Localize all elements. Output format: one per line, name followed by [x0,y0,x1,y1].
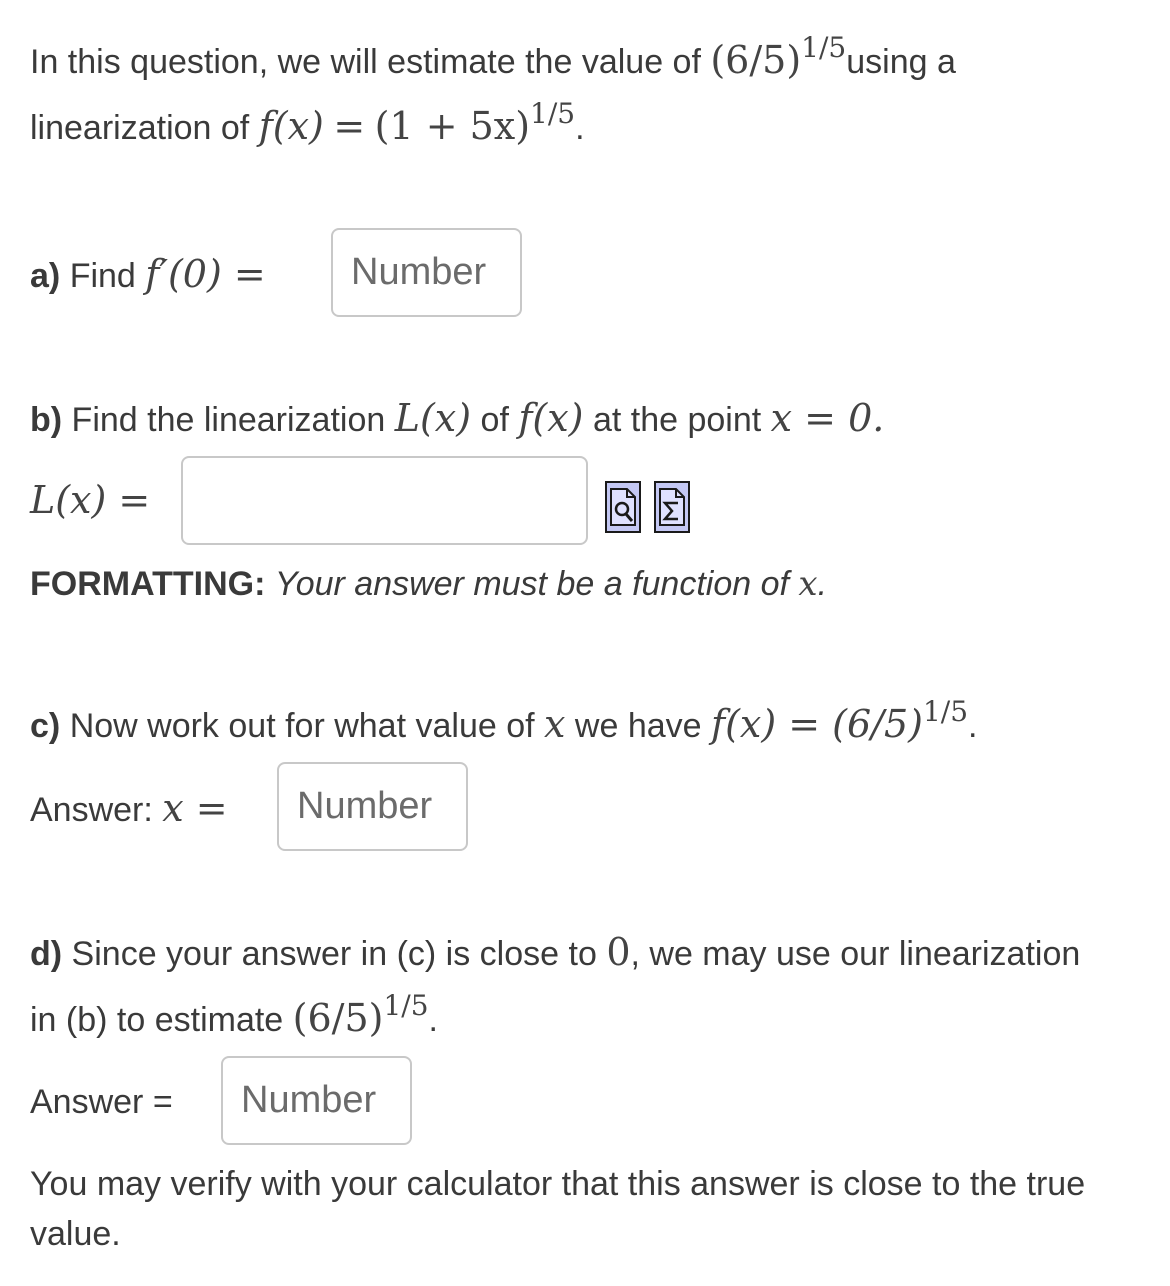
intro-text-2: using a [846,43,956,81]
preview-button[interactable] [605,481,641,533]
part-d-text-2: , we may use our linearization [630,935,1081,973]
part-d-placeholder: Number [241,1079,377,1121]
preview-icon [607,483,639,531]
part-b-text-3: at the point [592,401,762,439]
part-c-variable: x [544,702,566,746]
part-d-exponent: 1/5 [383,989,429,1022]
part-b-text-1: Find the linearization [71,401,386,439]
part-c-placeholder: Number [297,785,433,827]
part-b-label: b) [30,401,63,439]
formatting-variable: x [798,564,818,604]
part-a-label: a) [30,257,61,295]
part-d-answer-label-line [30,1078,173,1126]
intro-text-3: linearization of [30,109,250,147]
equals-sign: = [333,104,366,148]
part-c-exponent: 1/5 [922,695,969,728]
part-a-expression: f′(0) = [145,252,266,296]
equation-editor-icon [656,483,688,531]
intro-expression: (6/5) [710,38,802,82]
formatting-note [30,560,827,608]
part-c-text-1: Now work out for what value of [69,707,535,745]
part-b-answer-label-line [30,476,150,526]
part-c-label: c) [30,707,61,745]
part-c-answer-label-line [30,784,228,834]
verify-note-line-2 [30,1210,121,1258]
function-exponent: 1/5 [530,97,576,130]
part-d-expression: (6/5) [292,996,384,1040]
part-d-zero: 0 [606,930,631,974]
part-a-answer-input[interactable] [331,228,522,317]
part-c-prompt [30,695,978,752]
part-c-period: . [968,707,978,745]
part-b-point: x = 0. [770,396,885,440]
formatting-end: . [817,565,828,603]
part-d-label: d) [30,935,63,973]
intro-exponent: 1/5 [801,31,847,64]
part-d-prompt-line-2 [30,989,438,1046]
intro-line-2 [30,97,585,154]
part-b-fx: f(x) [518,396,584,440]
part-b-Lx: L(x) [394,396,472,440]
part-c-answer-text: Answer: [30,791,153,829]
part-b-text-2: of [480,401,509,439]
function-expression: (1 + 5x) [374,104,531,148]
part-c-answer-expr: x = [162,786,228,830]
function-f: f(x) [258,104,324,148]
part-a-text: Find [69,257,136,295]
part-c-answer-input[interactable] [277,762,468,851]
intro-line-1 [30,31,956,88]
intro-period: . [575,109,585,147]
part-b-prompt [30,394,884,444]
part-d-answer-label: Answer = [30,1083,173,1121]
verify-note-line-1 [30,1160,1085,1208]
formatting-text: Your answer must be a function of [274,565,789,603]
verify-text-1: You may verify with your calculator that this answer is close to the true [30,1165,1086,1203]
part-d-answer-input[interactable] [221,1056,412,1145]
verify-text-2: value. [30,1215,121,1253]
part-c-text-2: we have [574,707,702,745]
part-d-text-1: Since your answer in (c) is close to [71,935,597,973]
part-b-answer-input[interactable] [181,456,588,545]
equation-editor-button[interactable] [654,481,690,533]
part-d-text-3: in (b) to estimate [30,1001,284,1039]
part-d-prompt-line-1 [30,928,1080,978]
part-c-expression: f(x) = (6/5) [711,702,923,746]
intro-text: In this question, we will estimate the value of [30,43,701,81]
part-b-answer-label: L(x) = [30,478,151,522]
part-d-period: . [428,1001,438,1039]
part-a-prompt [30,250,266,300]
part-a-placeholder: Number [351,251,487,293]
formatting-label: FORMATTING: [30,565,266,603]
